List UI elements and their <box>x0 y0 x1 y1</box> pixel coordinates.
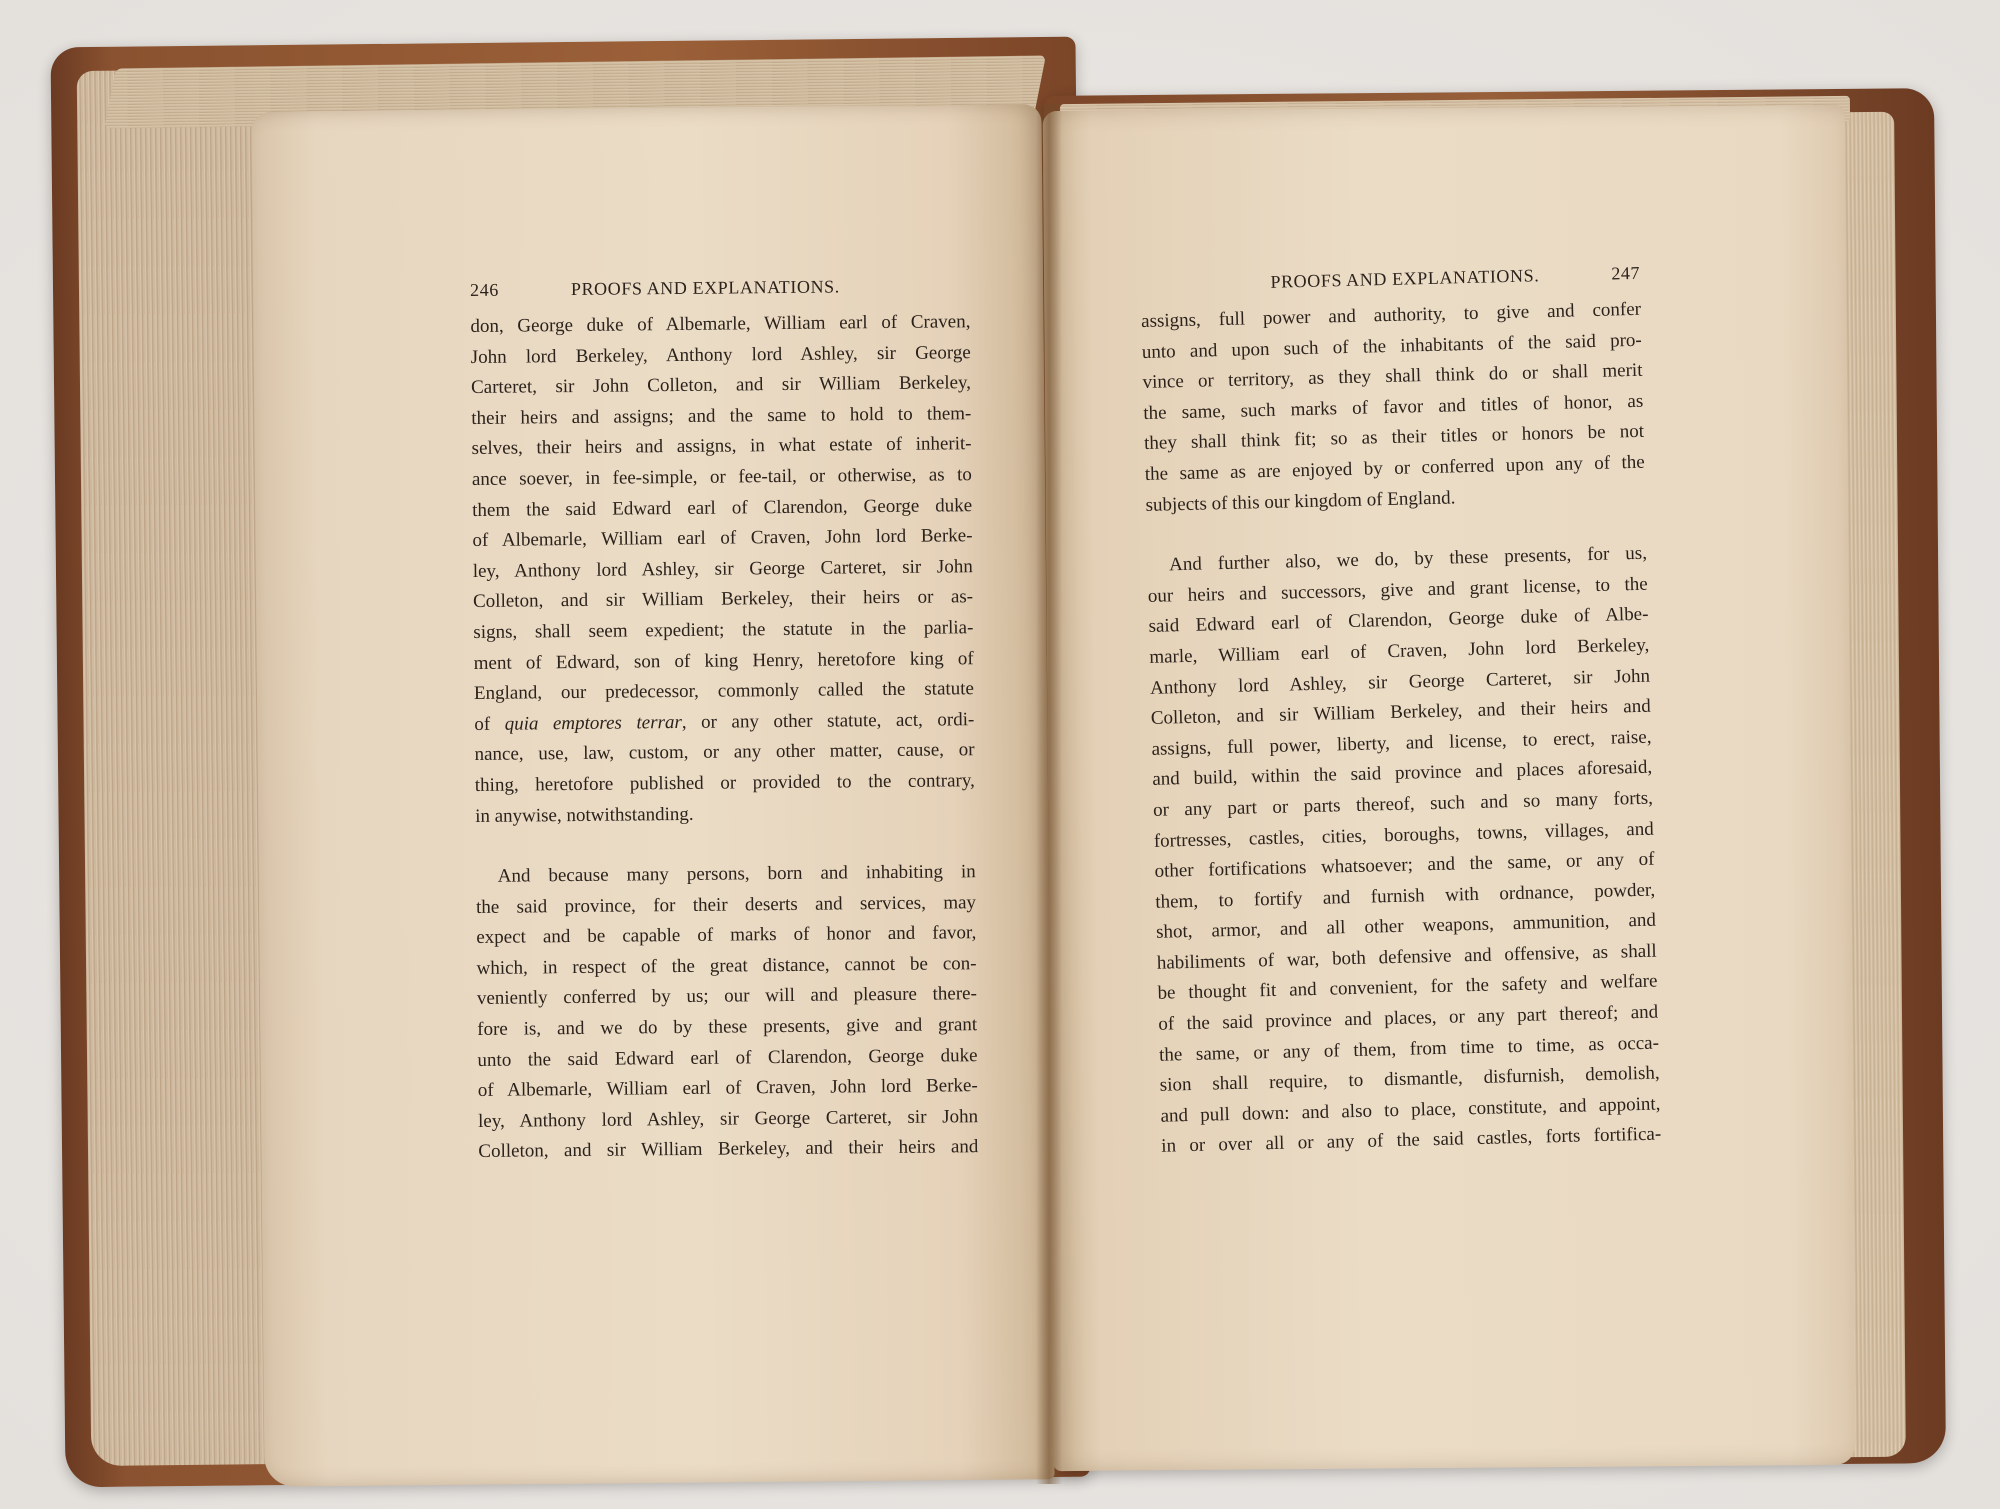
left-page-text <box>470 275 979 1168</box>
text-line: the same, such marks of favor and titles of honor, as <box>1143 390 1644 424</box>
text-line: our heirs and successors, give and grant license, to the <box>1147 573 1648 607</box>
text-line: of Albemarle, William earl of Craven, John lord Berke- <box>472 525 973 552</box>
running-head: PROOFS AND EXPLANATIONS. <box>570 276 840 300</box>
text-line: subjects of this our kingdom of England. <box>1145 486 1456 516</box>
text-line: don, George duke of Albemarle, William earl of Craven, <box>470 311 971 337</box>
text-line: of quia emptores terrar, or any other statute, act, ordi- <box>474 708 975 735</box>
text-line: be thought fit and convenient, for the safety and welfare <box>1157 971 1658 1005</box>
text-line: the same as are enjoyed by or conferred upon any of the <box>1144 451 1645 485</box>
text-line: John lord Berkeley, Anthony lord Ashley, sir George <box>470 341 971 368</box>
text-line: which, in respect of the great distance, cannot be con- <box>476 953 977 979</box>
paragraph <box>476 857 979 1168</box>
text-line: selves, their heirs and assigns, in what estate of inherit- <box>471 433 972 460</box>
text-line: marle, William earl of Craven, John lord Berkeley, <box>1149 634 1650 668</box>
paragraph <box>1141 295 1646 521</box>
text-line: and pull down: and also to place, constitute, and appoint, <box>1160 1093 1661 1127</box>
text-line: And because many persons, born and inhabiting in <box>497 861 976 887</box>
text-line: expect and be capable of marks of honor and favor, <box>476 922 977 949</box>
text-line: habiliments of war, both defensive and offensive, as shall <box>1156 940 1657 974</box>
page-number: 246 <box>470 279 500 300</box>
text-line: ance soever, in fee-simple, or fee-tail, or otherwise, as to <box>471 464 972 490</box>
text-line: assigns, full power, liberty, and license, to erect, raise, <box>1151 726 1652 760</box>
text-line: the same, or any of them, from time to time, as occa- <box>1158 1032 1660 1066</box>
paragraph <box>470 307 975 832</box>
text-line: sion shall require, to dismantle, disfurnish, demolish, <box>1159 1062 1660 1097</box>
text-line: they shall think fit; so as their titles or honors be not <box>1143 421 1645 455</box>
text-line: fortresses, castles, cities, boroughs, towns, villages, and <box>1153 818 1654 852</box>
text-line: ley, Anthony lord Ashley, sir George Carteret, sir John <box>477 1106 979 1132</box>
text-line: ment of Edward, son of king Henry, heretofore king of <box>473 647 974 674</box>
text-line: the said province, for their deserts and services, may <box>475 891 977 918</box>
text-line: in or over all or any of the said castles, forts fortifica- <box>1161 1123 1662 1158</box>
text-line: shot, armor, and all other weapons, ammunition, and <box>1155 909 1657 944</box>
text-line: their heirs and assigns; and the same to hold to them- <box>471 402 972 429</box>
text-line: nance, use, law, custom, or any other matter, cause, or <box>474 739 975 766</box>
text-line: them, to fortify and furnish with ordnance, powder, <box>1155 879 1656 913</box>
text-line: thing, heretofore published or provided to the contrary, <box>474 770 975 796</box>
page-number: 247 <box>1611 262 1641 284</box>
text-line: or any part or parts thereof, such and so many forts, <box>1152 787 1654 821</box>
text-line: Colleton, and sir William Berkeley, and their heirs and <box>478 1136 979 1163</box>
text-line: unto the said Edward earl of Clarendon, George duke <box>477 1044 978 1071</box>
text-line: fore is, and we do by these presents, give and grant <box>477 1014 978 1041</box>
running-head: PROOFS AND EXPLANATIONS. <box>1270 265 1540 292</box>
text-line: of the said province and places, or any part thereof; and <box>1158 1001 1659 1035</box>
text-line: veniently conferred by us; our will and pleasure there- <box>476 983 977 1010</box>
text-line: other fortifications whatsoever; and the same, or any of <box>1154 848 1655 882</box>
text-line: Carteret, sir John Colleton, and sir William Berkeley, <box>470 372 972 399</box>
text-line: vince or territory, as they shall think do or shall merit <box>1142 359 1643 394</box>
text-line: Anthony lord Ashley, sir George Carteret, sir John <box>1149 665 1651 699</box>
text-line: ley, Anthony lord Ashley, sir George Carteret, sir John <box>472 555 973 582</box>
text-line: unto and upon such of the inhabitants of the said pro- <box>1141 329 1642 363</box>
text-line: signs, shall seem expedient; the statute in the parlia- <box>473 617 974 643</box>
text-line: Colleton, and sir William Berkeley, and their heirs and <box>1150 695 1651 729</box>
text-line: them the said Edward earl of Clarendon, George duke <box>472 494 973 521</box>
text-line: of Albemarle, William earl of Craven, John lord Berke- <box>477 1075 978 1102</box>
left-page-header <box>470 275 970 312</box>
text-line: in anywise, notwithstanding. <box>475 803 694 827</box>
text-line: and build, within the said province and places aforesaid, <box>1152 756 1653 791</box>
text-line: assigns, full power and authority, to give and confer <box>1140 298 1642 332</box>
right-page-text <box>1140 263 1662 1163</box>
text-line: England, our predecessor, commonly called the statute <box>473 678 975 705</box>
text-line: said Edward earl of Clarendon, George duke of Albe- <box>1148 604 1649 638</box>
text-line: Colleton, and sir William Berkeley, their heirs or as- <box>472 586 974 613</box>
text-line: And further also, we do, by these presents, for us, <box>1168 542 1648 576</box>
paragraph <box>1147 539 1662 1163</box>
